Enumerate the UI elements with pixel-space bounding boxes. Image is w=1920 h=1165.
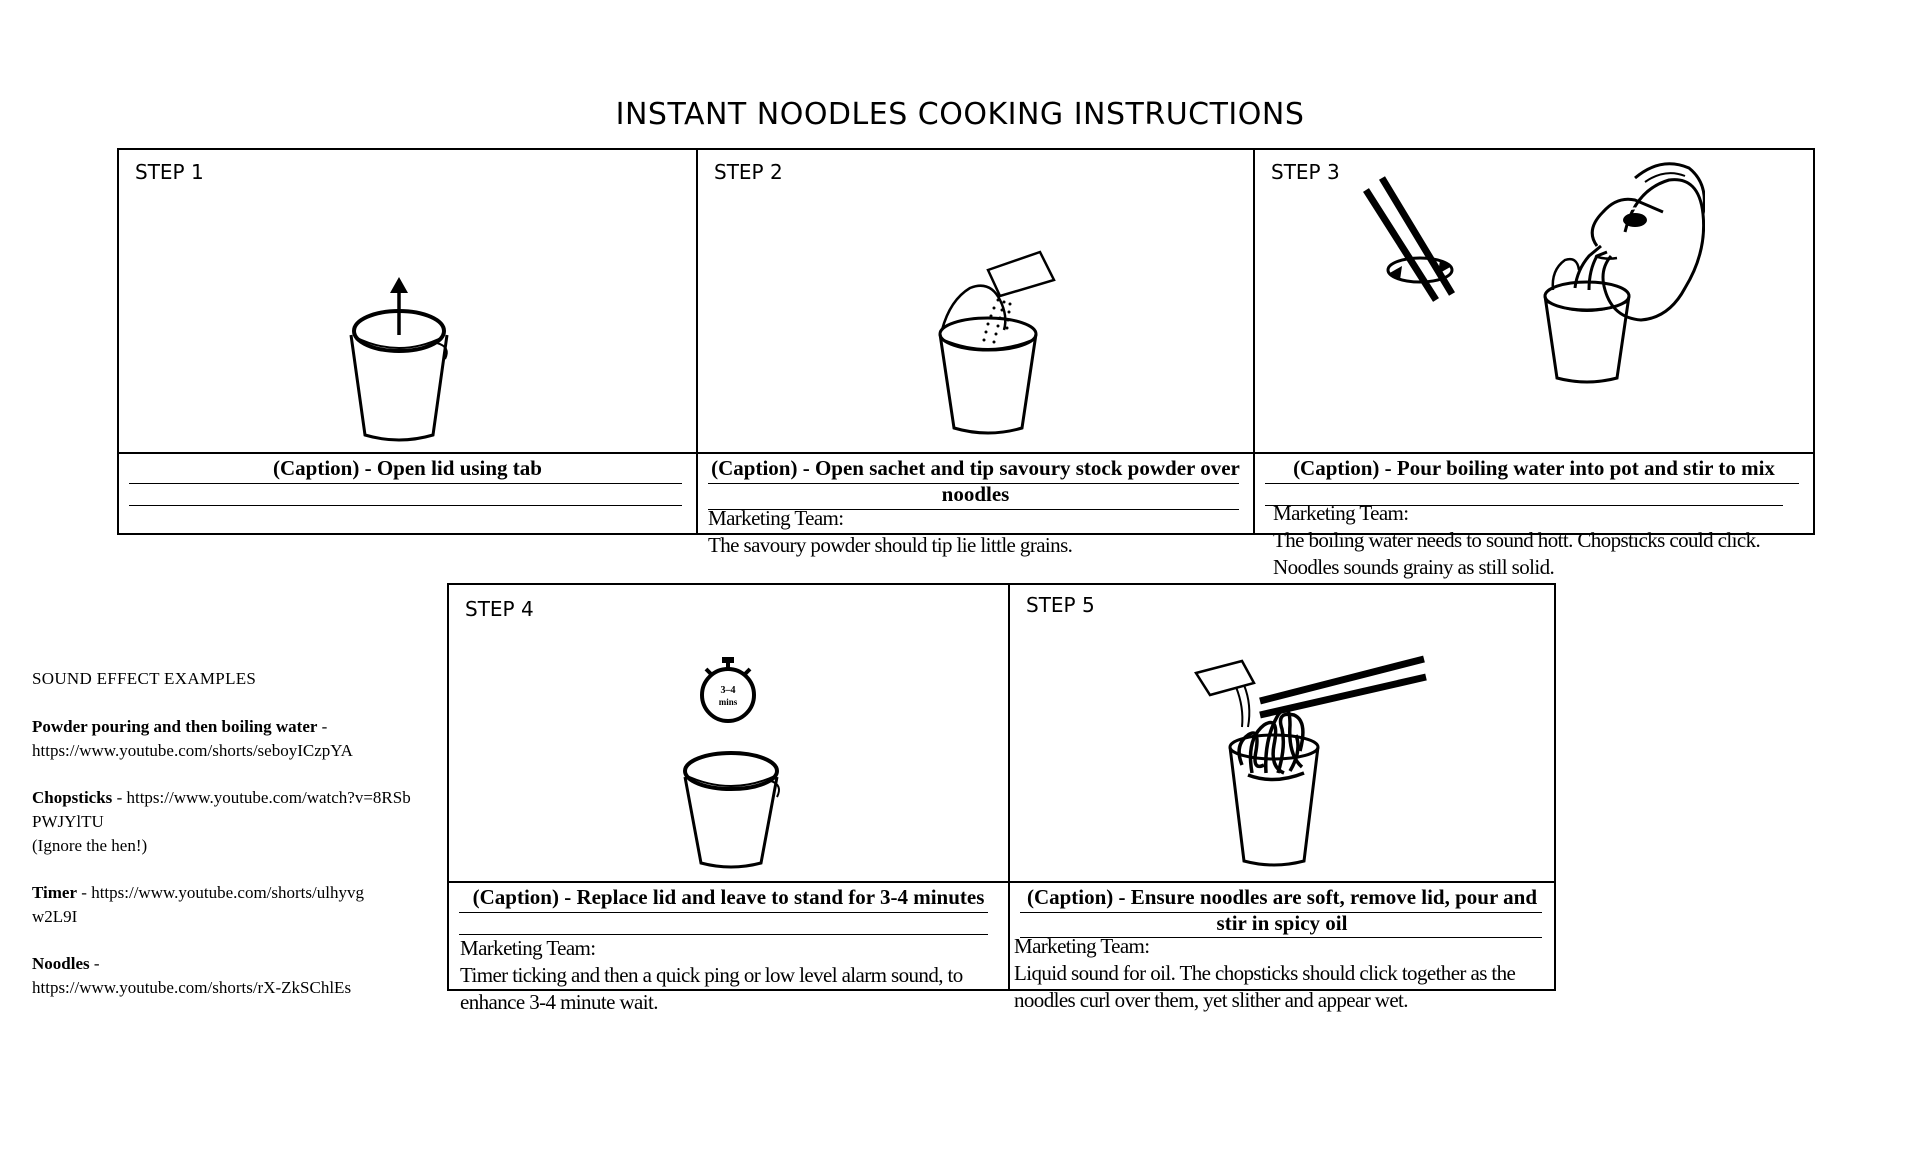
step-1-caption: (Caption) - Open lid using tab: [273, 456, 542, 480]
step-5-label: STEP 5: [1026, 593, 1095, 617]
sound-effect-name: Chopsticks: [32, 788, 113, 807]
step-2-divider: [698, 452, 1253, 454]
step-4-notes: [460, 935, 1020, 1016]
step-2-caption: (Caption) - Open sachet and tip savoury stock powder over noodles: [711, 456, 1240, 506]
step-3-notes: [1273, 500, 1818, 581]
sound-effect-name: Powder pouring and then boiling water: [32, 717, 318, 736]
step-5-notes: [1014, 933, 1559, 1014]
step-3-caption: (Caption) - Pour boiling water into pot and stir to mix: [1293, 456, 1775, 480]
sound-effect-note: (Ignore the hen!): [32, 836, 148, 855]
step-1-label: STEP 1: [135, 160, 204, 184]
step-2-label: STEP 2: [714, 160, 783, 184]
step-1-panel: [117, 148, 698, 535]
sound-effect-item: Chopsticks - https://www.youtube.com/watch?v=8RSbPWJYlTU (Ignore the hen!): [32, 788, 411, 855]
page-title: INSTANT NOODLES COOKING INSTRUCTIONS: [615, 97, 1305, 132]
step-4-label: STEP 4: [465, 597, 534, 621]
step-5-notes-heading: Marketing Team:: [1014, 934, 1150, 958]
kettle-pouring-cup-illustration: [1485, 160, 1705, 390]
step-2-rule: [708, 483, 1239, 484]
noodles-chopsticks-oil-illustration: [1190, 655, 1450, 875]
sound-effect-item: Noodles - https://www.youtube.com/shorts/rX-ZkSChlEs: [32, 954, 352, 997]
step-3-notes-text: The boiling water needs to sound hott. Chopsticks could click. Noodles sounds grainy as still solid.: [1273, 528, 1761, 579]
step-3-panel: [1253, 148, 1815, 535]
step-4-notes-heading: Marketing Team:: [460, 936, 596, 960]
step-2-panel: [696, 148, 1255, 535]
step-3-label: STEP 3: [1271, 160, 1340, 184]
cup-sachet-powder-illustration: [926, 230, 1066, 440]
step-4-rule: [459, 912, 988, 913]
sound-effect-link[interactable]: https://www.youtube.com/shorts/rX-ZkSChlEs: [32, 978, 352, 997]
sound-effect-link[interactable]: https://www.youtube.com/shorts/ulhyvgw2L9I: [32, 883, 364, 926]
timer-text-1: 3–4: [720, 685, 736, 696]
cup-lid-replaced-illustration: [675, 741, 785, 871]
chopsticks-stir-icon: [1360, 170, 1470, 310]
step-2-notes: [708, 505, 1268, 559]
step-5-divider: [1010, 881, 1554, 883]
step-2-notes-text: The savoury powder should tip lie little grains.: [708, 533, 1073, 557]
sound-effects-heading: SOUND EFFECT EXAMPLES: [32, 669, 257, 688]
step-5-rule: [1020, 912, 1542, 913]
step-4-divider: [449, 881, 1008, 883]
step-5-notes-text: Liquid sound for oil. The chopsticks should click together as the noodles curl over them, yet slither and appear wet.: [1014, 961, 1516, 1012]
step-1-rule: [129, 483, 682, 484]
sound-effect-name: Noodles: [32, 954, 90, 973]
timer-icon: [696, 655, 760, 725]
step-3-rule: [1265, 483, 1799, 484]
sound-effect-item: Powder pouring and then boiling water - https://www.youtube.com/shorts/seboyICzpYA: [32, 717, 353, 760]
step-1-rule: [129, 505, 682, 506]
sound-effect-link[interactable]: https://www.youtube.com/watch?v=8RSbPWJYlTU: [32, 788, 411, 831]
step-5-caption: (Caption) - Ensure noodles are soft, remove lid, pour and stir in spicy oil: [1026, 885, 1538, 935]
timer-text-2: mins: [718, 697, 738, 707]
step-2-notes-heading: Marketing Team:: [708, 506, 844, 530]
sound-effects-list: [32, 667, 432, 1023]
step-4-caption: (Caption) - Replace lid and leave to stand for 3-4 minutes: [472, 885, 985, 909]
step-4-panel: [447, 583, 1010, 991]
sound-effect-link[interactable]: https://www.youtube.com/shorts/seboyICzpYA: [32, 741, 353, 760]
step-3-divider: [1255, 452, 1813, 454]
sound-effect-name: Timer: [32, 883, 78, 902]
step-5-panel: [1008, 583, 1556, 991]
step-4-notes-text: Timer ticking and then a quick ping or low level alarm sound, to enhance 3-4 minute wait.: [460, 963, 963, 1014]
step-3-notes-heading: Marketing Team:: [1273, 501, 1409, 525]
step-1-divider: [119, 452, 696, 454]
cup-lid-tab-illustration: [339, 275, 459, 445]
sound-effect-item: Timer - https://www.youtube.com/shorts/ulhyvgw2L9I: [32, 883, 364, 926]
